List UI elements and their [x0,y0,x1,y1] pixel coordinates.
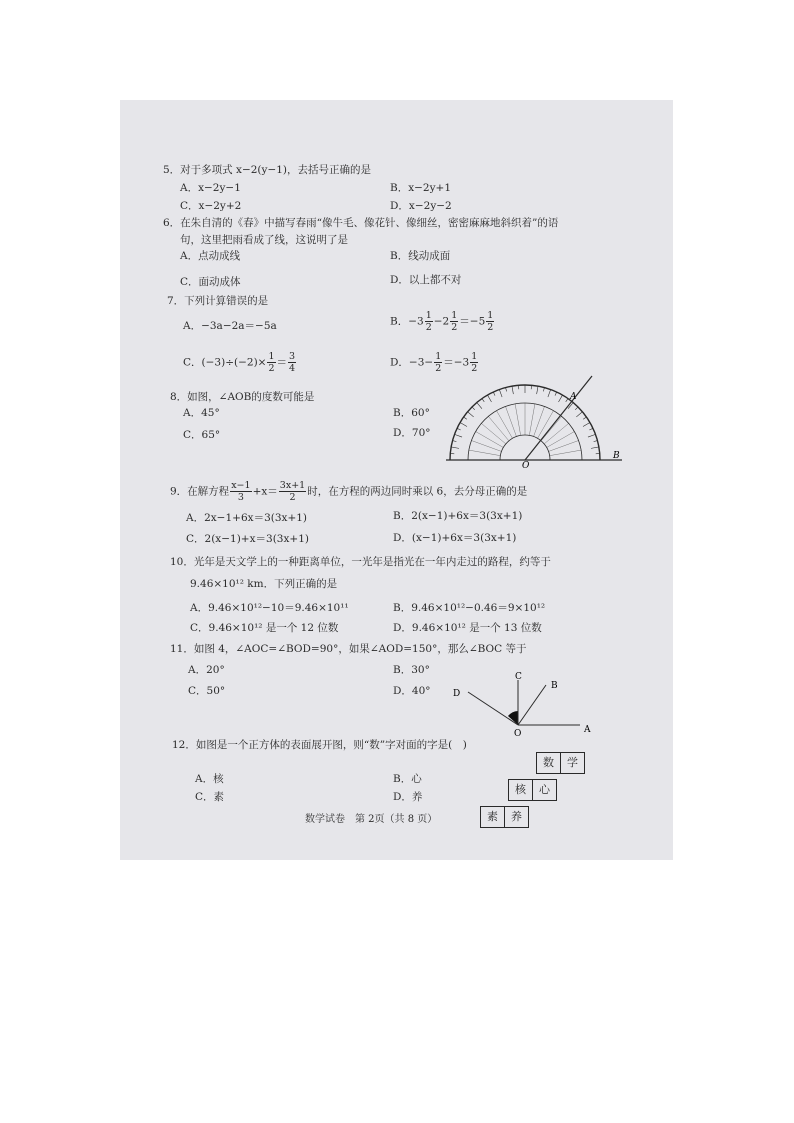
protractor-radial-line [529,404,535,436]
q7-stem: 7．下列计算错误的是 [167,295,269,307]
protractor-tick [468,412,474,417]
q10-stem-line2: 9.46×10¹² km．下列正确的是 [190,578,338,590]
q9-stem: 9．在解方程 $\frac{x-1}{3}$ +x＝ $\frac{3x+1}{2}$ 时，在方程的两边同时乘以 6，去分母正确的是 [170,480,528,503]
q8-option-a: A．45° [183,407,220,419]
q11-stem: 11．如图 4，∠AOC=∠BOD=90°，如果∠AOD=150°，那么∠BOC 等于 [170,643,527,655]
q6-stem-line1: 6．在朱自清的《春》中描写春雨“像牛毛、像花针、像细丝，密密麻麻地斜织着”的语 [163,217,559,229]
protractor-tick [591,447,599,448]
q6-stem-line2: 句，这里把雨看成了线，这说明了是 [180,234,348,246]
label-d: D [453,689,461,699]
label-b: B [551,681,558,691]
protractor-tick [499,390,502,398]
fraction: $\frac{1}{2}$ [425,310,432,333]
q11-option-c: C．50° [188,685,226,697]
page-footer: 数学试卷 第 2页（共 8 页） [305,814,438,825]
q8-option-d: D．70° [393,427,431,439]
q11-option-a: A．20° [188,664,225,676]
protractor-tick [566,399,568,402]
protractor-tick [555,392,557,396]
q5-option-d: D．x−2y−2 [390,200,452,212]
protractor-figure [440,368,630,468]
q12-option-a: A．核 [195,773,224,785]
protractor-radial-line [534,406,545,436]
net-cell-shu: 数 [536,752,561,774]
fraction: $\frac{x-1}{3}$ [231,480,251,503]
q12-option-c: C．素 [195,791,225,803]
protractor-tick [583,423,590,427]
label-a: A [570,392,577,402]
cube-net [480,752,590,832]
q8-option-b: B．60° [393,407,430,419]
protractor-tick [537,386,538,394]
protractor-tick [455,434,463,437]
label-c: C [515,672,522,682]
protractor-radial-line [488,416,509,441]
protractor-radial-line [469,450,501,456]
q5-option-a: A．x−2y−1 [180,182,241,194]
exam-page [120,100,673,860]
protractor-tick [482,399,484,402]
q6-option-d: D．以上都不对 [390,274,462,286]
q9-option-d: D．(x−1)+6x＝3(3x+1) [393,532,517,544]
protractor-tick [594,441,598,442]
protractor-radial-line [544,423,569,444]
protractor-tick [589,428,593,430]
ray-oa [525,376,592,460]
protractor-tick [488,395,492,402]
q9-option-b: B．2(x−1)+6x＝3(3x+1) [393,510,523,522]
protractor-radial-line [476,432,504,448]
q12-option-b: B．心 [393,773,422,785]
q6-option-b: B．线动成面 [390,250,451,262]
label-a: A [584,725,591,735]
protractor-tick [548,390,551,398]
fraction: $\frac{1}{2}$ [451,310,458,333]
protractor-tick [464,417,467,419]
protractor-tick [460,423,467,427]
protractor-tick [576,412,582,417]
protractor-tick [559,395,563,402]
protractor-ticks [450,385,600,460]
protractor-tick [588,434,596,437]
protractor-tick [512,386,513,394]
protractor-radial-line [471,441,501,452]
protractor-tick [493,392,495,396]
protractor-tick [457,428,461,430]
q10-option-c: C．9.46×10¹² 是一个 12 位数 [190,622,339,634]
protractor-radial-line [506,406,517,436]
q10-stem-line1: 10．光年是天文学上的一种距离单位，一光年是指光在一年内走过的路程，约等于 [170,556,551,568]
net-cell-xue: 学 [560,752,585,774]
q10-option-a: A．9.46×10¹²−10＝9.46×10¹¹ [190,602,349,614]
fraction: $\frac{3x+1}{2}$ [279,480,306,503]
q8-option-c: C．65° [183,429,221,441]
q5-stem: 5．对于多项式 x−2(y−1)，去括号正确的是 [163,164,372,176]
q7-option-b: B．−3 $\frac{1}{2}$ −2 $\frac{1}{2}$ ＝−5 $\frac{1}{2}$ [390,310,494,333]
ray-ob [518,685,546,725]
q10-option-b: B．9.46×10¹²−0.46＝9×10¹² [393,602,546,614]
fraction: $\frac{3}{4}$ [289,351,296,374]
label-o: O [514,729,522,739]
q11-option-d: D．40° [393,685,431,697]
label-b: B [613,451,620,461]
protractor-tick [506,388,507,392]
protractor-radial-line [497,411,513,439]
q5-option-b: B．x−2y+1 [390,182,452,194]
protractor-radial-line [541,416,562,441]
protractor-radial-line [550,450,582,456]
protractor-radial-line [548,441,578,452]
fraction: $\frac{1}{2}$ [471,351,478,374]
net-cell-su: 素 [480,806,505,828]
protractor-radial-line [481,423,506,444]
ray-od [468,692,518,725]
q7-option-a: A．−3a−2a＝−5a [183,320,277,332]
q6-option-a: A．点动成线 [180,250,241,262]
q6-option-c: C．面动成体 [180,276,241,288]
q12-stem: 12．如图是一个正方体的表面展开图，则“数”字对面的字是( ) [172,739,467,751]
q11-option-b: B．30° [393,664,430,676]
protractor-tick [477,403,482,409]
q10-option-d: D．9.46×10¹² 是一个 13 位数 [393,622,542,634]
protractor-tick [583,417,586,419]
q9-option-a: A．2x−1+6x＝3(3x+1) [186,512,308,524]
protractor-tick [543,388,544,392]
fraction: $\frac{1}{2}$ [487,310,494,333]
q8-stem: 8．如图，∠AOB的度数可能是 [170,391,315,403]
net-cell-xin: 心 [532,779,557,801]
fraction: $\frac{1}{2}$ [268,351,275,374]
fraction: $\frac{1}{2}$ [435,351,442,374]
q5-option-c: C．x−2y+2 [180,200,242,212]
q9-option-c: C．2(x−1)+x＝3(3x+1) [186,533,309,545]
net-cell-he: 核 [508,779,533,801]
protractor-tick [453,441,457,442]
q7-option-d: D．−3− $\frac{1}{2}$ ＝−3 $\frac{1}{2}$ [390,351,478,374]
protractor-radial-line [547,432,575,448]
net-cell-yang: 养 [504,806,529,828]
angle-mark [508,711,518,725]
protractor-radial-line [515,404,521,436]
q12-option-d: D．养 [393,791,423,803]
protractor-tick [451,447,459,448]
q7-option-c: C．(−3)÷(−2)× $\frac{1}{2}$ ＝ $\frac{3}{4}$ [183,351,296,374]
angle-figure [448,670,598,742]
label-o: O [522,461,530,468]
